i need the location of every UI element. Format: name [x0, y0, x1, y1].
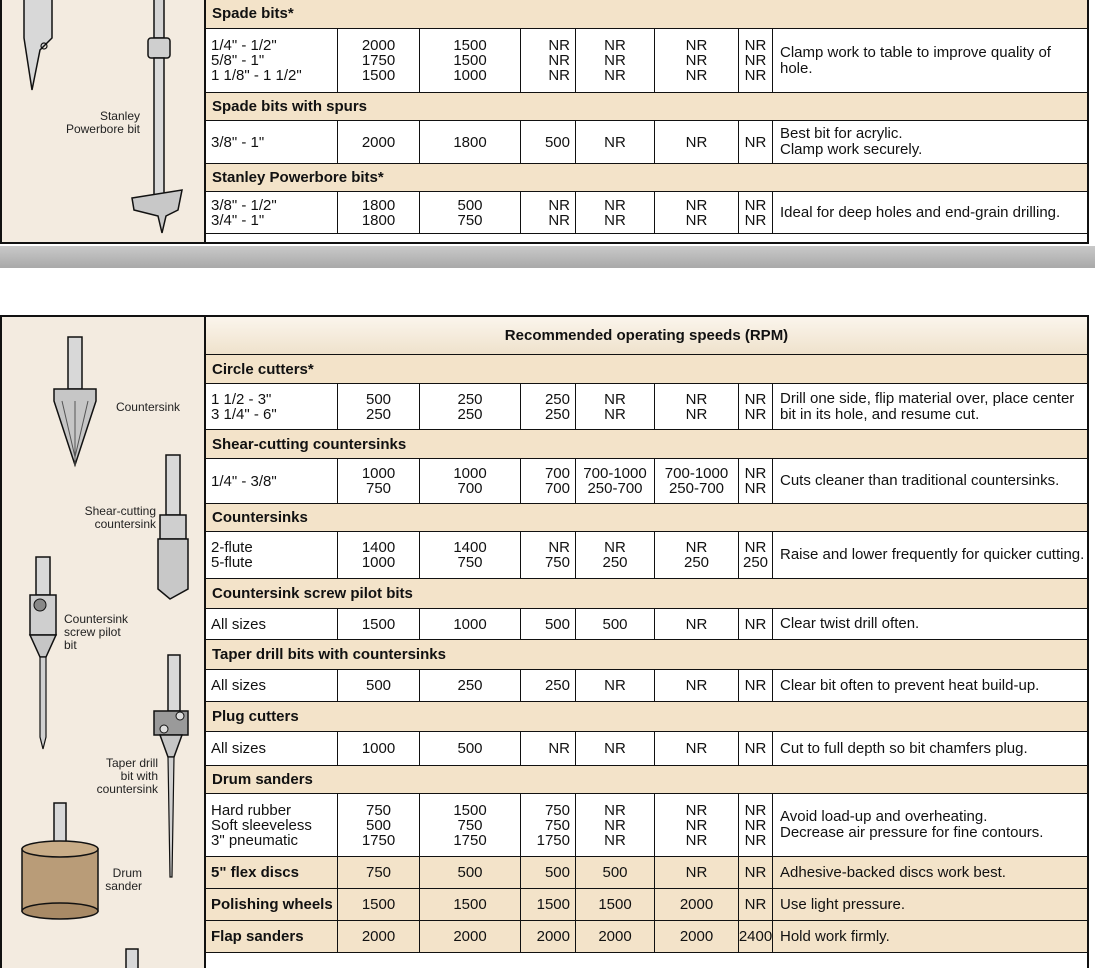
illustration-label: Shear-cutting countersink — [84, 504, 156, 531]
section-title: Taper drill bits with countersinks — [212, 646, 446, 663]
speed-cell — [420, 732, 521, 765]
cell-line: NR — [685, 390, 708, 408]
row-title: Flap sanders — [206, 921, 338, 952]
cell-line: 1500 — [453, 801, 487, 819]
speed-cell — [420, 121, 521, 163]
cell-line: NR — [744, 480, 767, 497]
table-row — [206, 192, 1087, 234]
illustration-label: Countersink screw pilot bit — [64, 612, 129, 652]
table-row — [206, 384, 1087, 430]
cell-line: 750 — [365, 801, 392, 819]
speed-cell: 2000 — [655, 921, 739, 952]
section-row — [206, 579, 1087, 609]
cell-line: 1 1/2 - 3" — [211, 390, 272, 408]
cell-line: 3/8" - 1/2" — [211, 196, 277, 214]
note-cell — [773, 192, 1087, 233]
speed-cell: NR — [739, 889, 773, 920]
cell-line: NR — [685, 133, 708, 151]
cell-line: NR — [548, 740, 570, 757]
speed-cell — [655, 121, 739, 163]
speed-cell — [521, 29, 576, 92]
speed-cell — [576, 121, 655, 163]
cell-line: 250 — [457, 390, 483, 408]
speed-cell: 1500 — [521, 889, 576, 920]
cell-line: NR — [685, 615, 708, 633]
table-row — [206, 459, 1087, 504]
illustration-label: Drum sander — [105, 866, 142, 893]
cell-line: NR — [604, 740, 626, 757]
cell-line: 5/8" - 1" — [211, 52, 265, 69]
cell-line: All sizes — [211, 615, 267, 633]
speed-cell — [739, 29, 773, 92]
cell-line: NR — [685, 831, 708, 849]
cell-line: 750 — [457, 816, 483, 834]
section-title: Drum sanders — [212, 771, 313, 788]
table-row — [206, 889, 1087, 921]
section-title: Spade bits* — [212, 4, 294, 22]
speed-cell — [655, 384, 739, 429]
speed-cell — [655, 29, 739, 92]
cell-line: Cuts cleaner than traditional countersinks. — [780, 472, 1060, 489]
speed-cell — [739, 732, 773, 765]
cell-line: 500 — [457, 196, 483, 214]
cut-off-tool-icon — [126, 949, 138, 968]
cell-line: 250-700 — [587, 480, 643, 497]
cell-line: NR — [685, 539, 708, 556]
note-cell — [773, 29, 1087, 92]
section-title: Countersink screw pilot bits — [212, 585, 413, 602]
speed-cell: 750 — [338, 857, 420, 888]
cell-line: NR — [744, 539, 767, 556]
table-row — [206, 670, 1087, 702]
speed-cell — [338, 670, 420, 701]
cell-line: NR — [744, 37, 767, 54]
cell-line: 2000 — [361, 37, 396, 54]
table-header: Recommended operating speeds (RPM) — [206, 317, 1087, 354]
note-cell: Hold work firmly. — [780, 927, 890, 945]
cell-line: 500 — [365, 677, 392, 694]
cell-line: Best bit for acrylic. — [780, 125, 903, 142]
cell-line: NR — [685, 37, 708, 54]
cell-line: NR — [685, 211, 708, 229]
section-title: Stanley Powerbore bits* — [212, 169, 384, 186]
speed-cell — [739, 794, 773, 856]
speed-cell: 2400 — [739, 921, 773, 952]
speed-cell — [655, 459, 739, 503]
illustration-column — [2, 0, 206, 242]
cell-line: 700-1000 — [664, 465, 729, 482]
cell-line: NR — [604, 211, 626, 229]
speed-cell — [576, 532, 655, 578]
note-cell — [773, 459, 1087, 503]
speed-cell — [420, 192, 521, 233]
size-cell — [206, 794, 338, 856]
speed-cell — [576, 609, 655, 639]
table-header-row — [206, 317, 1087, 355]
cell-line: NR — [604, 390, 626, 408]
speed-cell — [576, 670, 655, 701]
cell-line: 250 — [544, 405, 570, 423]
speed-cell — [338, 459, 420, 503]
cell-line: 1500 — [361, 615, 396, 633]
countersink-screw-pilot-bit-icon — [30, 557, 56, 749]
cell-line: 700 — [457, 480, 483, 497]
speed-cell: 500 — [521, 857, 576, 888]
cell-line: NR — [604, 405, 626, 423]
speed-cell — [420, 384, 521, 429]
cell-line: 500 — [544, 133, 570, 151]
cell-line: 3/8" - 1" — [211, 133, 265, 151]
cell-line: 750 — [544, 816, 570, 834]
cell-line: 250 — [457, 677, 483, 694]
table-row — [206, 609, 1087, 640]
cell-line: NR — [685, 52, 708, 69]
speed-cell — [655, 609, 739, 639]
cell-line: All sizes — [211, 740, 267, 757]
cell-line: 700 — [544, 480, 570, 497]
speed-cell: 2000 — [338, 921, 420, 952]
cell-line: NR — [548, 67, 570, 84]
speed-cell — [521, 732, 576, 765]
speed-cell — [576, 732, 655, 765]
speed-cell — [420, 29, 521, 92]
cell-line: 2-flute — [211, 539, 253, 556]
size-cell — [206, 670, 338, 701]
cell-line: NR — [604, 801, 626, 819]
speed-cell: 500 — [420, 857, 521, 888]
cell-line: Drill one side, flip material over, place center bit in its hole, and resume cut. — [780, 389, 1075, 423]
section-row — [206, 355, 1087, 384]
cell-line: NR — [744, 67, 767, 84]
cell-line: 1/4" - 1/2" — [211, 37, 277, 54]
illustration-column — [2, 317, 206, 968]
speed-cell — [338, 609, 420, 639]
taper-drill-bit-with-countersink-icon — [154, 655, 188, 877]
section-row — [206, 93, 1087, 121]
speed-cell: 1500 — [338, 889, 420, 920]
section-title: Circle cutters* — [212, 360, 314, 378]
cell-line: 1500 — [453, 52, 487, 69]
speed-cell — [739, 670, 773, 701]
note-cell — [773, 609, 1087, 639]
cell-line: 750 — [544, 801, 570, 819]
cell-line: NR — [604, 677, 626, 694]
speed-cell — [338, 794, 420, 856]
section-row — [206, 702, 1087, 732]
cell-line: 1/4" - 3/8" — [211, 472, 277, 490]
speed-cell — [420, 609, 521, 639]
cell-line: 750 — [457, 554, 483, 571]
cell-line: 1000 — [361, 740, 396, 757]
illustration-label: Taper drill bit with countersink — [96, 756, 158, 796]
speed-cell — [655, 732, 739, 765]
table-row — [206, 532, 1087, 579]
speed-cell: 2000 — [521, 921, 576, 952]
cell-line: 500 — [365, 816, 392, 834]
cell-line: NR — [744, 465, 767, 482]
cell-line: 250 — [544, 677, 570, 694]
cell-line: NR — [604, 67, 626, 84]
size-cell — [206, 609, 338, 639]
cell-line: 250 — [683, 554, 710, 571]
cell-line: 500 — [602, 615, 628, 633]
speed-grid — [206, 317, 1087, 968]
illustration-label: Countersink — [115, 400, 180, 414]
note-cell — [773, 532, 1087, 578]
cell-line: 3" pneumatic — [211, 831, 299, 849]
section-title: Countersinks — [212, 509, 308, 526]
size-cell — [206, 384, 338, 429]
cell-line: NR — [604, 196, 626, 214]
cell-line: NR — [685, 816, 708, 834]
cell-line: Raise and lower frequently for quicker cutting. — [780, 546, 1085, 563]
section-row — [206, 766, 1087, 794]
speed-cell — [655, 532, 739, 578]
cell-line: NR — [604, 52, 626, 69]
cell-line: 1000 — [453, 67, 487, 84]
speed-cell: 2000 — [576, 921, 655, 952]
bottom-speed-table — [0, 315, 1089, 968]
cell-line: NR — [548, 196, 570, 214]
cell-line: 3 1/4" - 6" — [211, 405, 277, 423]
cell-line: NR — [744, 390, 767, 408]
cell-line: NR — [604, 831, 626, 849]
cell-line: 1000 — [453, 615, 487, 633]
speed-grid — [206, 0, 1087, 242]
cell-line: 500 — [365, 390, 392, 408]
cell-line: 500 — [544, 615, 570, 633]
speed-cell — [655, 192, 739, 233]
section-row — [206, 640, 1087, 670]
cell-line: 1000 — [453, 465, 487, 482]
note-cell: Adhesive-backed discs work best. — [780, 863, 1006, 881]
cell-line: 5-flute — [211, 554, 253, 571]
cell-line: NR — [744, 133, 767, 151]
cell-line: Clamp work to table to improve quality of hole. — [780, 43, 1051, 77]
speed-cell — [521, 670, 576, 701]
cell-line: Cut to full depth so bit chamfers plug. — [780, 739, 1028, 757]
cell-line: Decrease air pressure for fine contours. — [780, 824, 1044, 841]
cell-line: 1400 — [361, 539, 396, 556]
cell-line: 3/4" - 1" — [211, 211, 265, 229]
cell-line: 1750 — [361, 831, 396, 849]
cell-line: NR — [685, 405, 708, 423]
speed-cell — [521, 384, 576, 429]
cell-line: NR — [744, 615, 767, 633]
cell-line: 500 — [457, 740, 483, 757]
cell-line: 250 — [742, 554, 769, 571]
speed-cell — [576, 192, 655, 233]
size-cell — [206, 29, 338, 92]
cell-line: NR — [548, 539, 570, 556]
cell-line: 1500 — [361, 67, 396, 84]
table-row — [206, 921, 1087, 953]
cell-line: 750 — [365, 480, 392, 497]
cell-line: 1500 — [453, 37, 487, 54]
cell-line: 700 — [544, 465, 570, 482]
speed-cell — [521, 794, 576, 856]
section-row — [206, 430, 1087, 459]
cell-line: 1750 — [453, 831, 487, 849]
cell-line: Soft sleeveless — [211, 816, 312, 834]
cell-line: 1000 — [361, 465, 396, 482]
speed-cell — [521, 121, 576, 163]
cell-line: 2000 — [361, 133, 396, 151]
cell-line: NR — [744, 801, 767, 819]
speed-cell: 500 — [576, 857, 655, 888]
cell-line: Clear bit often to prevent heat build-up. — [780, 676, 1040, 694]
speed-cell: NR — [739, 857, 773, 888]
speed-cell — [739, 609, 773, 639]
cell-line: NR — [685, 67, 708, 84]
cell-line: Avoid load-up and overheating. — [780, 808, 988, 825]
section-row — [206, 0, 1087, 29]
cell-line: NR — [604, 539, 626, 556]
cell-line: 250-700 — [668, 480, 725, 497]
speed-cell — [420, 459, 521, 503]
cell-line: NR — [744, 816, 767, 834]
speed-cell — [521, 532, 576, 578]
speed-cell — [420, 794, 521, 856]
speed-cell — [338, 121, 420, 163]
cell-line: 1 1/8" - 1 1/2" — [211, 67, 302, 84]
section-title: Plug cutters — [212, 708, 299, 725]
speed-cell — [420, 670, 521, 701]
cell-line: NR — [744, 52, 767, 69]
cell-line: All sizes — [211, 677, 267, 694]
cell-line: 750 — [457, 211, 483, 229]
cell-line: NR — [685, 196, 708, 214]
illustration-label: Stanley Powerbore bit — [65, 109, 140, 136]
cell-line: 250 — [544, 390, 570, 408]
speed-cell — [739, 532, 773, 578]
note-cell — [773, 732, 1087, 765]
cell-line: NR — [744, 211, 767, 229]
speed-cell — [338, 532, 420, 578]
cell-line: NR — [548, 52, 570, 69]
table-row — [206, 794, 1087, 857]
speed-cell — [338, 732, 420, 765]
note-cell: Use light pressure. — [780, 895, 906, 913]
note-cell — [773, 121, 1087, 163]
speed-cell — [338, 384, 420, 429]
cell-line: NR — [548, 211, 570, 229]
cell-line: NR — [685, 677, 708, 694]
speed-cell — [521, 192, 576, 233]
speed-cell — [338, 29, 420, 92]
size-cell — [206, 121, 338, 163]
speed-cell — [576, 29, 655, 92]
cell-line: 1750 — [536, 831, 570, 849]
page-divider-band — [0, 246, 1095, 268]
shear-cutting-countersink-icon — [158, 455, 188, 599]
cell-line: 1800 — [361, 211, 396, 229]
row-title: Polishing wheels — [206, 889, 338, 920]
cell-line: NR — [685, 801, 708, 819]
speed-cell — [420, 532, 521, 578]
cell-line: Clamp work securely. — [780, 141, 923, 158]
cell-line: 1400 — [453, 539, 487, 556]
cell-line: NR — [548, 37, 570, 54]
note-cell — [773, 384, 1087, 429]
cell-line: NR — [604, 37, 626, 54]
speed-cell: 1500 — [420, 889, 521, 920]
cell-line: 750 — [544, 554, 570, 571]
cell-line: NR — [744, 740, 767, 757]
note-cell — [773, 794, 1087, 856]
cell-line: 1800 — [453, 133, 487, 151]
size-cell — [206, 192, 338, 233]
section-row — [206, 504, 1087, 532]
size-cell — [206, 532, 338, 578]
speed-cell — [576, 459, 655, 503]
cell-line: NR — [685, 740, 708, 757]
note-cell — [773, 670, 1087, 701]
section-row — [206, 164, 1087, 192]
size-cell — [206, 732, 338, 765]
cell-line: 250 — [457, 405, 483, 423]
drum-sander-icon — [22, 803, 98, 919]
cell-line: Clear twist drill often. — [780, 615, 920, 632]
cell-line: NR — [744, 677, 767, 694]
speed-cell — [739, 192, 773, 233]
table-row — [206, 29, 1087, 93]
cell-line: NR — [744, 831, 767, 849]
speed-cell — [739, 121, 773, 163]
cell-line: 1750 — [361, 52, 396, 69]
cell-line: 1800 — [361, 196, 396, 214]
speed-cell — [739, 384, 773, 429]
speed-cell — [338, 192, 420, 233]
cell-line: 700-1000 — [583, 465, 647, 482]
cell-line: Hard rubber — [211, 801, 292, 819]
speed-cell: 2000 — [420, 921, 521, 952]
row-title: 5" flex discs — [206, 857, 338, 888]
cell-line: 1000 — [361, 554, 396, 571]
table-row — [206, 857, 1087, 889]
cell-line: 250 — [365, 405, 392, 423]
table-row — [206, 121, 1087, 164]
speed-cell: NR — [655, 857, 739, 888]
cell-line: NR — [744, 405, 767, 423]
speed-cell: 1500 — [576, 889, 655, 920]
size-cell — [206, 459, 338, 503]
countersink-icon — [54, 337, 96, 465]
top-speed-table — [0, 0, 1089, 244]
section-title: Shear-cutting countersinks — [212, 435, 407, 453]
speed-cell — [655, 794, 739, 856]
section-title: Spade bits with spurs — [212, 98, 368, 115]
speed-cell: 2000 — [655, 889, 739, 920]
cell-line: NR — [604, 816, 626, 834]
speed-cell — [521, 459, 576, 503]
speed-cell — [576, 384, 655, 429]
speed-cell — [655, 670, 739, 701]
cell-line: 250 — [602, 554, 628, 571]
speed-cell — [521, 609, 576, 639]
cell-line: NR — [604, 133, 626, 151]
speed-cell — [739, 459, 773, 503]
table-row — [206, 732, 1087, 766]
speed-cell — [576, 794, 655, 856]
cell-line: NR — [744, 196, 767, 214]
cell-line: Ideal for deep holes and end-grain drilling. — [780, 203, 1061, 221]
